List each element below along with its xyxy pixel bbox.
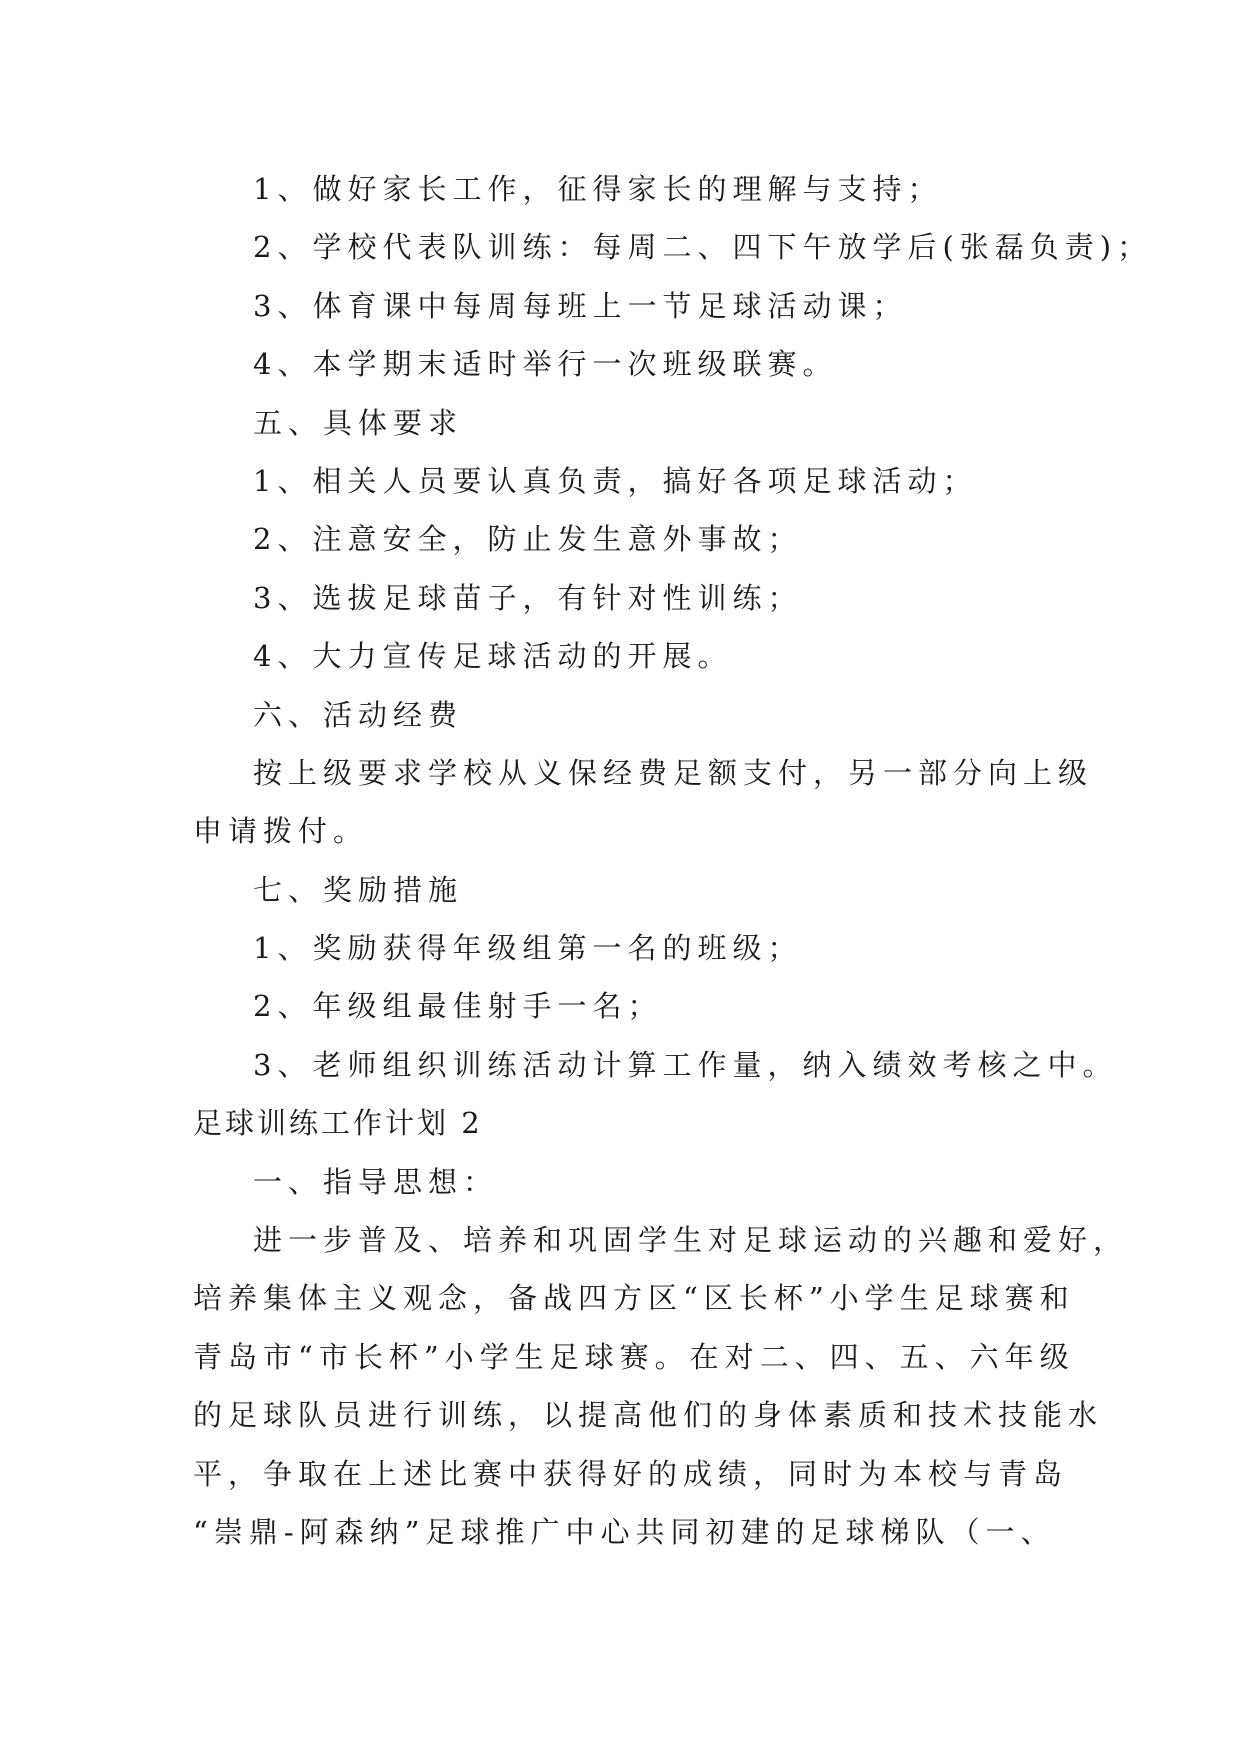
section-heading: 一、指导思想： (253, 1164, 499, 1199)
text-line: 的足球队员进行训练，以提高他们的身体素质和技术技能水 (193, 1398, 1104, 1433)
text-line: 1、相关人员要认真负责，搞好各项足球活动； (253, 463, 978, 498)
text-line: 1、奖励获得年级组第一名的班级； (253, 931, 803, 966)
text-line: 按上级要求学校从义保经费足额支付，另一部分向上级 (253, 755, 1094, 790)
text-line: 2、学校代表队训练：每周二、四下午放学后(张磊负责)； (253, 230, 1153, 265)
text-line: 1、做好家长工作，征得家长的理解与支持； (253, 172, 943, 206)
text-line: 培养集体主义观念，备战四方区“区长杯”小学生足球赛和 (193, 1281, 1075, 1316)
text-line: 2、注意安全，防止发生意外事故； (253, 522, 803, 557)
section-heading: 五、具体要求 (253, 405, 464, 440)
text-line: 2、年级组最佳射手一名； (253, 989, 663, 1024)
document-title: 足球训练工作计划 2 (193, 1106, 483, 1141)
text-line: 申请拨付。 (193, 814, 369, 849)
document-body (193, 160, 1153, 1561)
text-line: “崇鼎-阿森纳”足球推广中心共同初建的足球梯队（一、 (193, 1514, 1056, 1549)
text-line: 青岛市“市长杯”小学生足球赛。在对二、四、五、六年级 (193, 1339, 1075, 1374)
text-line: 进一步普及、培养和巩固学生对足球运动的兴趣和爱好， (253, 1223, 1129, 1258)
text-line: 3、老师组织训练活动计算工作量，纳入绩效考核之中。 (253, 1047, 1118, 1082)
text-line: 4、本学期末适时举行一次班级联赛。 (253, 347, 838, 382)
section-heading: 六、活动经费 (253, 697, 464, 732)
text-line: 平，争取在上述比赛中获得好的成绩，同时为本校与青岛 (193, 1456, 1069, 1491)
section-heading: 七、奖励措施 (253, 872, 464, 907)
text-line: 3、体育课中每周每班上一节足球活动课； (253, 288, 908, 323)
text-line: 3、选拔足球苗子，有针对性训练； (253, 580, 803, 615)
text-line: 4、大力宣传足球活动的开展。 (253, 639, 733, 674)
